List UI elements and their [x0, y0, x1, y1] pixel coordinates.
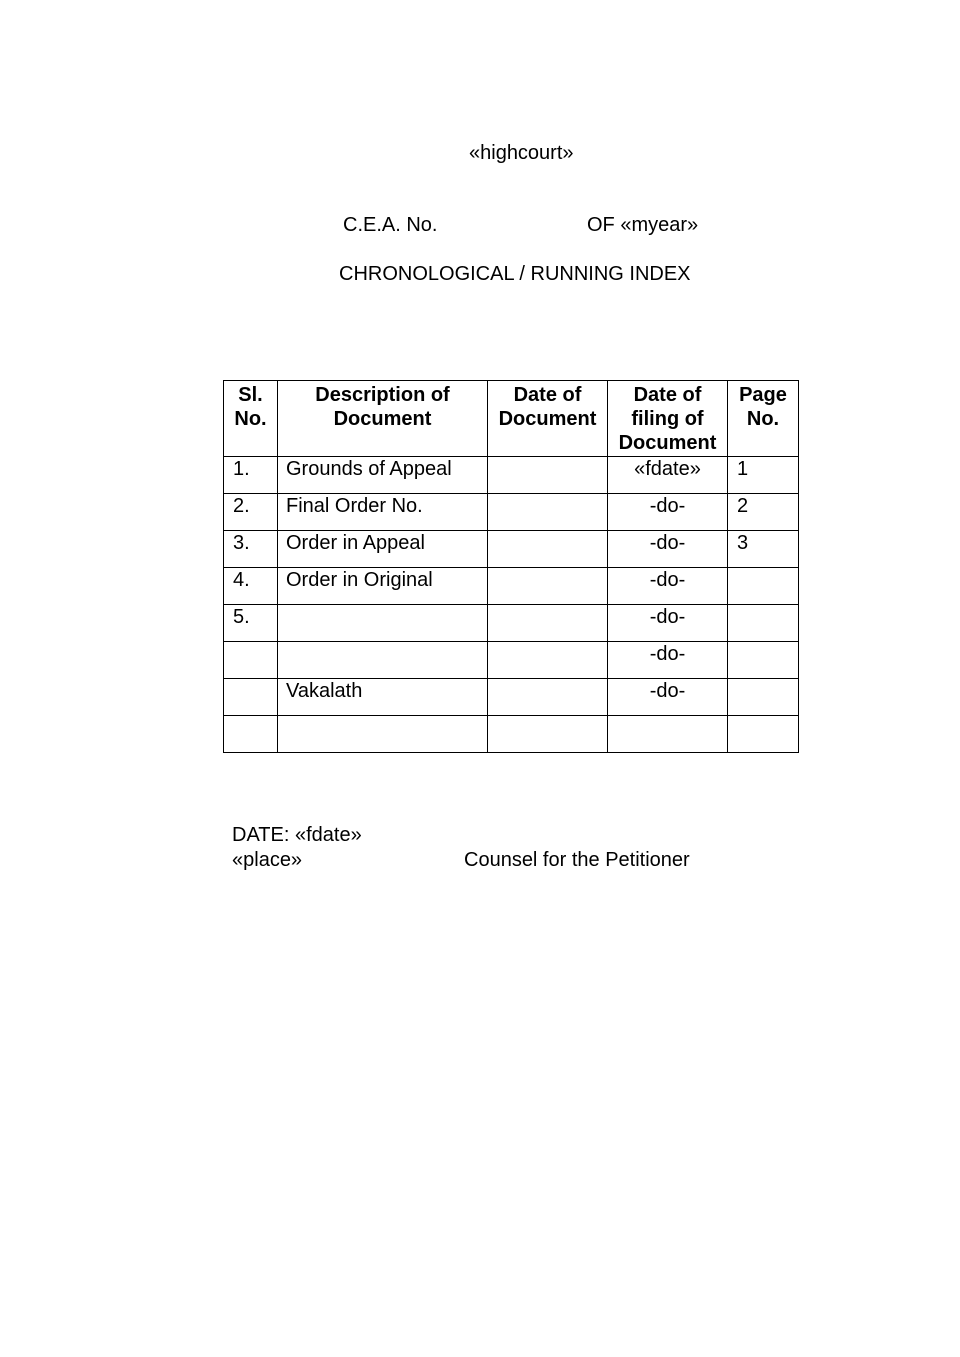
- header-sl-no: [224, 381, 278, 457]
- row-date: [488, 716, 608, 753]
- header-page-line1: Page: [739, 384, 787, 406]
- row-description: Grounds of Appeal: [278, 457, 488, 494]
- row-page-no: 2: [728, 494, 799, 531]
- header-filing-line1: Date of: [633, 384, 702, 406]
- row-description: [278, 716, 488, 753]
- row-description: [278, 642, 488, 679]
- table-header-row: [224, 381, 799, 457]
- row-page-no: [728, 568, 799, 605]
- header-desc-line2: Document: [333, 408, 432, 430]
- table-row: [224, 531, 799, 568]
- row-page-no: [728, 642, 799, 679]
- row-sl-no: 4.: [224, 568, 278, 605]
- row-filing-date: «fdate»: [608, 457, 728, 494]
- row-sl-no: [224, 679, 278, 716]
- header-date-line1: Date of: [513, 384, 582, 406]
- row-date: [488, 494, 608, 531]
- row-page-no: 3: [728, 531, 799, 568]
- date-line: DATE: «fdate»: [232, 824, 362, 846]
- case-year: OF «myear»: [587, 214, 699, 236]
- row-description: Order in Appeal: [278, 531, 488, 568]
- row-date: [488, 531, 608, 568]
- header-filing-line2: filing of: [631, 408, 704, 430]
- row-page-no: 1: [728, 457, 799, 494]
- row-filing-date: -do-: [608, 642, 728, 679]
- place-line: «place»: [232, 849, 303, 871]
- row-filing-date: [608, 716, 728, 753]
- row-page-no: [728, 716, 799, 753]
- row-filing-date: -do-: [608, 494, 728, 531]
- row-page-no: [728, 605, 799, 642]
- row-date: [488, 568, 608, 605]
- index-table: [223, 380, 799, 753]
- row-filing-date: -do-: [608, 568, 728, 605]
- row-description: Order in Original: [278, 568, 488, 605]
- row-sl-no: 5.: [224, 605, 278, 642]
- row-description: Vakalath: [278, 679, 488, 716]
- table-row: [224, 568, 799, 605]
- row-filing-date: -do-: [608, 531, 728, 568]
- row-page-no: [728, 679, 799, 716]
- header-date-line2: Document: [498, 408, 597, 430]
- table-row: [224, 605, 799, 642]
- header-page-line2: No.: [746, 408, 780, 430]
- case-number-label: C.E.A. No.: [343, 214, 438, 236]
- court-title: «highcourt»: [469, 142, 574, 164]
- header-description: [278, 381, 488, 457]
- header-date-of-filing: [608, 381, 728, 457]
- row-description: [278, 605, 488, 642]
- header-sl-line2: No.: [234, 408, 267, 430]
- index-title: CHRONOLOGICAL / RUNNING INDEX: [339, 263, 691, 285]
- row-description: Final Order No.: [278, 494, 488, 531]
- header-date-of-document: [488, 381, 608, 457]
- row-sl-no: 3.: [224, 531, 278, 568]
- table-row: [224, 679, 799, 716]
- row-sl-no: [224, 642, 278, 679]
- row-date: [488, 642, 608, 679]
- row-date: [488, 457, 608, 494]
- header-desc-line1: Description of: [315, 384, 450, 406]
- table-row: [224, 642, 799, 679]
- header-sl-line1: Sl.: [238, 384, 263, 406]
- counsel-signature-label: Counsel for the Petitioner: [464, 849, 690, 871]
- row-date: [488, 679, 608, 716]
- table-row: [224, 494, 799, 531]
- row-filing-date: -do-: [608, 679, 728, 716]
- row-sl-no: [224, 716, 278, 753]
- row-date: [488, 605, 608, 642]
- row-filing-date: -do-: [608, 605, 728, 642]
- row-sl-no: 2.: [224, 494, 278, 531]
- row-sl-no: 1.: [224, 457, 278, 494]
- table-row: [224, 457, 799, 494]
- header-filing-line3: Document: [618, 432, 717, 454]
- table-row: [224, 716, 799, 753]
- header-page-no: [728, 381, 799, 457]
